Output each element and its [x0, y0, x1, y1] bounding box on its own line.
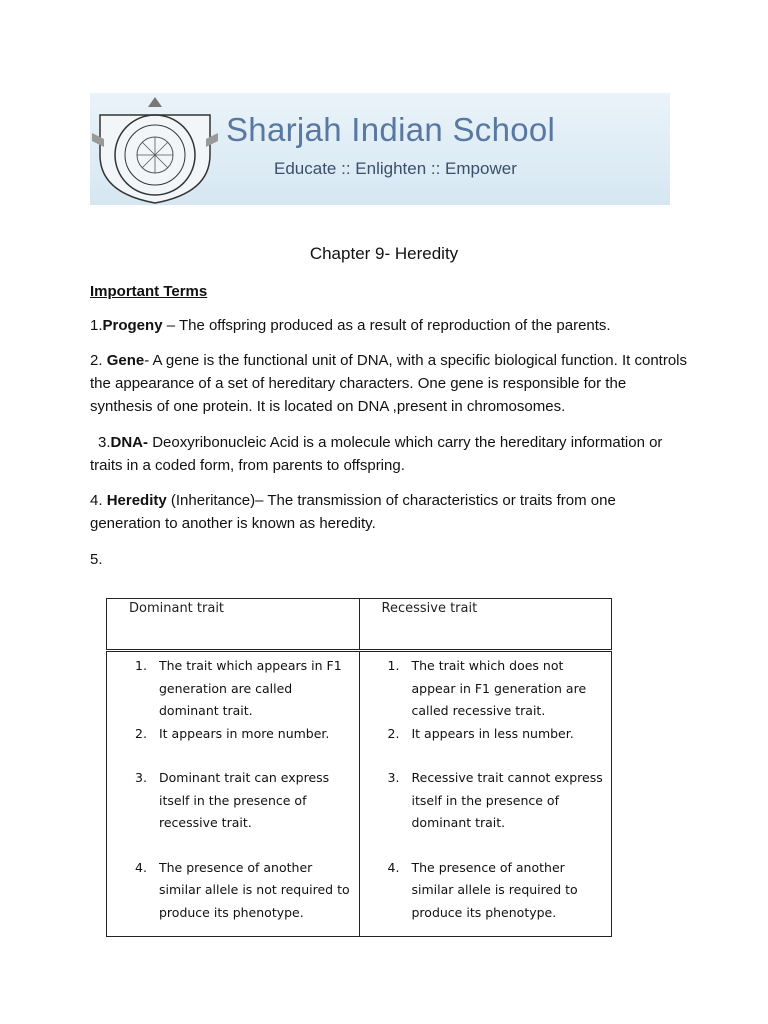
item-text: The trait which does not appear in F1 generation are called recessive trait.	[411, 658, 587, 718]
table-header-row	[107, 599, 612, 651]
list-item	[360, 655, 606, 723]
section-heading: Important Terms	[90, 283, 208, 300]
item-text: The presence of another similar allele is required to produce its phenotype.	[411, 859, 578, 920]
chapter-title: Chapter 9- Heredity	[309, 244, 459, 263]
school-motto: Educate :: Enlighten :: Empower	[274, 159, 517, 178]
term-number: 3.	[98, 434, 111, 451]
traits-table	[106, 598, 612, 937]
term-definition: The offspring produced as a result of reproduction of the parents.	[178, 317, 611, 334]
term-number: 4.	[90, 492, 107, 509]
item-number: 1.	[387, 658, 400, 673]
term-definition: (Inheritance)– The transmission of characteristics or traits from one generation to another is known as heredity.	[90, 492, 616, 532]
term-dna	[90, 431, 690, 477]
term-definition: A gene is the functional unit of DNA, with a specific biological function. It controls the appearance of a set of hereditary characters. One gene is responsible for the synthesis of one protein. It is located on DNA ,present in chromosomes.	[90, 352, 688, 415]
term-name: Heredity	[106, 492, 167, 509]
item-text: Recessive trait cannot express itself in the presence of dominant trait.	[411, 770, 603, 830]
term-name: Gene	[106, 352, 145, 369]
term-number: 2.	[90, 352, 107, 369]
item-number: 2.	[387, 725, 400, 741]
item-number: 3.	[387, 770, 400, 785]
header-recessive: Recessive trait	[359, 599, 612, 651]
item-text: The presence of another similar allele is not required to produce its phenotype.	[159, 859, 350, 920]
table-row	[107, 651, 612, 937]
term-separator: –	[162, 317, 179, 334]
term-gene	[90, 349, 690, 418]
item-5-label: 5.	[90, 551, 103, 568]
school-seal-icon	[90, 93, 220, 205]
list-item	[360, 723, 606, 746]
school-name: Sharjah Indian School	[226, 111, 556, 148]
recessive-cell	[359, 651, 612, 937]
list-item	[107, 655, 353, 723]
term-name: DNA-	[110, 434, 149, 451]
list-item	[360, 857, 606, 925]
list-item	[107, 723, 353, 746]
item-text: It appears in more number.	[159, 725, 330, 741]
term-name: Progeny	[102, 317, 163, 334]
item-number: 1.	[135, 658, 147, 673]
item-text: It appears in less number.	[411, 725, 574, 741]
item-number: 4.	[387, 859, 400, 875]
item-number: 4.	[135, 859, 147, 875]
list-item	[107, 857, 353, 925]
term-number: 1.	[90, 317, 103, 334]
header-dominant: Dominant trait	[107, 599, 360, 651]
list-item	[360, 767, 606, 835]
school-banner	[90, 93, 670, 205]
term-heredity	[90, 489, 690, 535]
item-number: 2.	[135, 725, 147, 741]
item-number: 3.	[135, 770, 147, 785]
dominant-cell	[107, 651, 360, 937]
item-text: The trait which appears in F1 generation are called dominant trait.	[159, 658, 342, 718]
list-item	[107, 767, 353, 835]
term-separator: -	[144, 352, 153, 369]
item-text: Dominant trait can express itself in the presence of recessive trait.	[159, 770, 330, 830]
term-definition: Deoxyribonucleic Acid is a molecule which carry the hereditary information or traits in a coded form, from parents to offspring.	[90, 434, 663, 474]
term-progeny	[90, 314, 690, 337]
